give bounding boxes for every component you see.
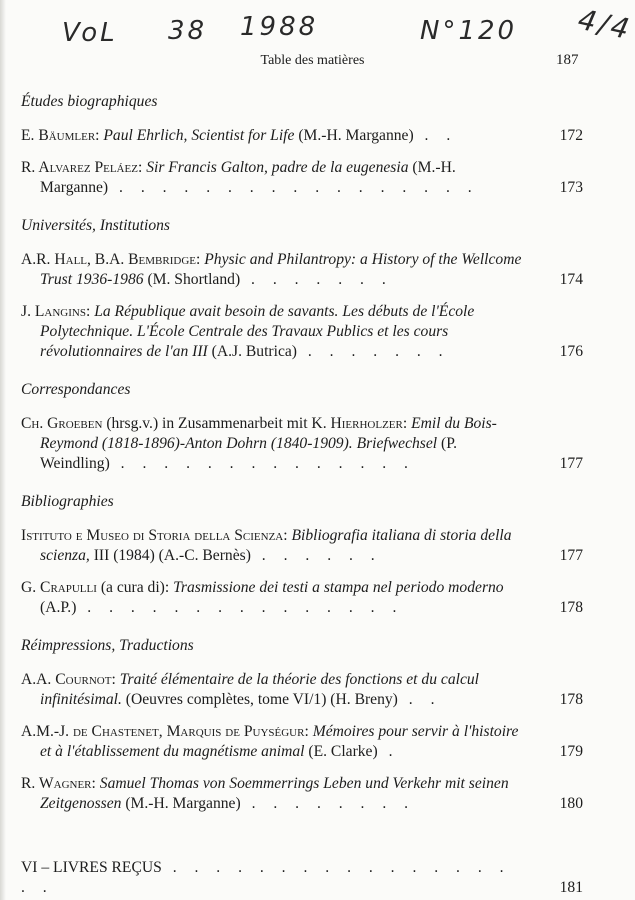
- entry-title: La République avait besoin de savants. Les débuts de l'École Polytechnique. L'École Centrale des Travaux Publics et les cours révolutionnaires de l'an III: [40, 303, 475, 360]
- section-heading: Bibliographies: [21, 493, 114, 510]
- entry-author: E. Bäumler:: [21, 127, 100, 144]
- entry-leader-dots: . . . . . . . . . . . . . . . . .: [108, 179, 479, 196]
- toc-entry-text: [21, 414, 527, 474]
- entry-leader-dots: . . . . . . .: [240, 271, 393, 288]
- livres-recus-page-number: 181: [559, 879, 583, 896]
- toc-entry: [21, 302, 583, 362]
- entry-page-number: 177: [559, 547, 583, 564]
- entry-title: Traité élémentaire de la théorie des fonctions et du calcul infinitésimal.: [40, 671, 480, 708]
- toc-entry-text: [21, 722, 527, 762]
- handwritten-volume-number: 38: [168, 16, 208, 46]
- entry-leader-dots: . . . . . . .: [296, 343, 450, 360]
- entry-author: Ch. Groeben: [21, 415, 103, 432]
- toc-entry: [21, 526, 583, 566]
- toc-entry: [21, 578, 583, 618]
- entry-title: Trasmissione dei testi a stampa nel periodo moderno: [173, 579, 504, 596]
- entry-leader-dots: .: [377, 743, 400, 760]
- toc-entry-text: [21, 774, 527, 814]
- toc-entry: [21, 158, 583, 198]
- section-heading: Études biographiques: [21, 93, 158, 110]
- entry-reviewer: (M.-H. Marganne): [40, 159, 456, 196]
- entry-reviewer: (M. Shortland): [143, 271, 241, 288]
- toc-entry-text: [21, 670, 527, 710]
- entry-leader-dots: . . . . . . . . . . . . . . .: [76, 599, 404, 616]
- toc-entry: [21, 774, 583, 814]
- page-edge-shadow: [0, 0, 6, 900]
- entry-author: Istituto e Museo di Storia della Scienza:: [21, 527, 288, 544]
- entry-leader-dots: . .: [397, 691, 442, 708]
- entry-page-number: 180: [559, 795, 583, 812]
- entry-author: A.M.-J. de Chastenet, Marquis de Puységur:: [21, 723, 309, 740]
- entry-leader-dots: . . . . . . . .: [240, 795, 416, 812]
- table-of-contents: [21, 92, 583, 898]
- entry-author: G. Crapulli: [21, 579, 97, 596]
- entry-author: R. Alvarez Peláez:: [21, 159, 143, 176]
- handwritten-year: 1988: [240, 12, 319, 42]
- livres-recus-entry: [21, 858, 583, 898]
- toc-entry-text: [21, 526, 527, 566]
- entry-reviewer: (A.P.): [40, 599, 77, 616]
- livres-recus-label: VI – LIVRES REÇUS: [21, 859, 162, 876]
- entry-author: J. Langins:: [21, 303, 91, 320]
- toc-entry: [21, 126, 583, 146]
- entry-reviewer: (Oeuvres complètes, tome VI/1) (H. Breny): [121, 691, 398, 708]
- toc-entry: [21, 414, 583, 474]
- toc-entry: [21, 670, 583, 710]
- entry-title: Samuel Thomas von Soemmerrings Leben und Verkehr mit seinen Zeitgenossen: [40, 775, 509, 812]
- section-gap: [21, 826, 583, 832]
- entry-page-number: 178: [559, 599, 583, 616]
- entry-author: A.A. Cournot:: [21, 671, 116, 688]
- entry-page-number: 179: [559, 743, 583, 760]
- entry-reviewer: (A.J. Butrica): [207, 343, 297, 360]
- entry-title: Paul Ehrlich, Scientist for Life: [103, 127, 295, 144]
- section-heading: Réimpressions, Traductions: [21, 637, 194, 654]
- entry-plain: (hrsg.v.) in Zusammenarbeit mit K.: [106, 415, 331, 432]
- entry-reviewer: (M.-H. Marganne): [294, 127, 414, 144]
- entry-reviewer: (M.-H. Marganne): [121, 795, 241, 812]
- entry-reviewer: (P. Weindling): [40, 435, 458, 472]
- toc-entry-text: [21, 250, 527, 290]
- toc-entry-text: [21, 578, 527, 618]
- livres-recus-leader-dots: . . . . . . . . . . . . . . . . . .: [21, 859, 511, 896]
- page-number: 187: [556, 52, 579, 68]
- entry-leader-dots: . . . . . .: [250, 547, 382, 564]
- entry-author: R. Wagner:: [21, 775, 96, 792]
- entry-page-number: 178: [559, 691, 583, 708]
- toc-entry-text: [21, 158, 527, 198]
- entry-title: Mémoires pour servir à l'histoire et à l'établissement du magnétisme animal: [40, 723, 519, 760]
- entry-plain: (a cura di):: [100, 579, 174, 596]
- entry-reviewer: (E. Clarke): [304, 743, 378, 760]
- running-title: Table des matières: [260, 53, 365, 68]
- entry-title: Physic and Philantropy: a History of the Wellcome Trust 1936-1986: [40, 251, 522, 288]
- handwritten-fraction: 4/4: [575, 2, 635, 47]
- handwritten-issue: N°120: [420, 16, 518, 46]
- entry-page-number: 176: [559, 343, 583, 360]
- entry-page-number: 177: [559, 455, 583, 472]
- toc-entry-text: [21, 126, 527, 146]
- entry-title: Bibliografia italiana di storia della scienza,: [40, 527, 512, 564]
- toc-entry: [21, 250, 583, 290]
- entry-title: Emil du Bois-Reymond (1818-1896)-Anton Dohrn (1840-1909). Briefwechsel: [40, 415, 497, 452]
- toc-entry: [21, 722, 583, 762]
- entry-page-number: 172: [559, 127, 583, 144]
- entry-reviewer: III (1984) (A.-C. Bernès): [89, 547, 251, 564]
- entry-author: Hierholzer:: [330, 415, 408, 432]
- entry-page-number: 174: [559, 271, 583, 288]
- section-heading: Correspondances: [21, 381, 131, 398]
- entry-title: Sir Francis Galton, padre de la eugenesia: [146, 159, 409, 176]
- section-heading: Universités, Institutions: [21, 217, 171, 234]
- handwritten-volume: VoL: [62, 18, 118, 48]
- entry-leader-dots: . . . . . . . . . . . . . .: [109, 455, 415, 472]
- entry-author: A.R. Hall, B.A. Bembridge:: [21, 251, 201, 268]
- toc-entry-text: [21, 302, 527, 362]
- entry-page-number: 173: [559, 179, 583, 196]
- entry-leader-dots: . .: [413, 127, 458, 144]
